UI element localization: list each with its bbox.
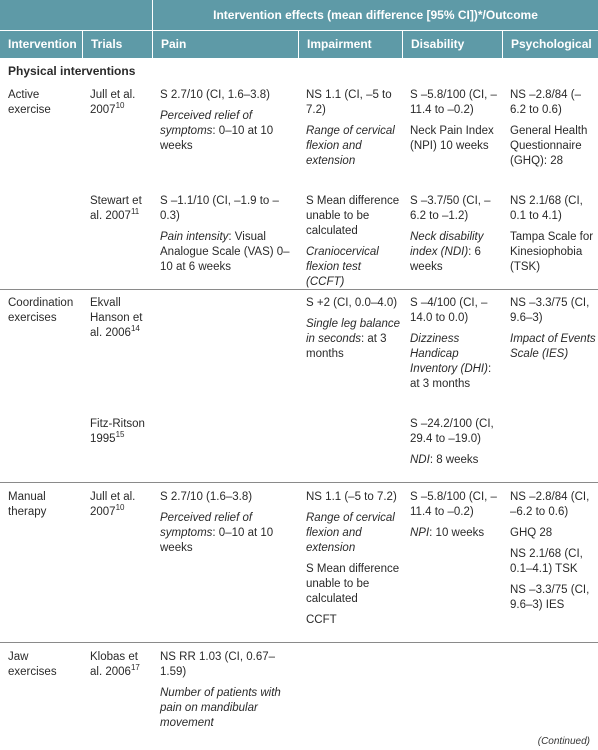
trial-cell: Ekvall Hanson et al. 2006$^{14}$ [90, 297, 143, 339]
row-separator [0, 482, 598, 483]
row-separator [0, 289, 598, 290]
trial-cell: Klobas et al. 2006$^{17}$ [90, 651, 140, 678]
trial-cell: Jull et al. 2007$^{10}$ [90, 491, 136, 518]
disability-cell: S –4/100 (CI, –14.0 to 0.0) Dizziness Handicap Inventory (DHI): at 3 months [410, 297, 492, 390]
impairment-cell: S +2 (CI, 0.0–4.0) Single leg balance in seconds: at 3 months [306, 297, 400, 360]
disability-cell: S –3.7/50 (CI, –6.2 to –1.2) Neck disability index (NDI): 6 weeks [410, 195, 491, 273]
column-header-psychological: Psychological [502, 31, 598, 58]
trial-cell: Fitz-Ritson 1995$^{15}$ [90, 418, 145, 445]
group-title: Intervention effects (mean difference [95% CI])*/Outcome [152, 0, 598, 30]
psychological-cell: NS –2.8/84 (CI, –6.2 to 0.6) GHQ 28 NS 2.1/68 (CI, 0.1–4.1) TSK NS –3.3/75 (CI, 9.6–3) IES [510, 491, 590, 611]
column-header-intervention: Intervention [8, 37, 77, 51]
psychological-cell: NS 2.1/68 (CI, 0.1 to 4.1) Tampa Scale for Kinesiophobia (TSK) [510, 195, 594, 273]
psychological-cell: NS –2.8/84 (–6.2 to 0.6) General Health Questionnaire (GHQ): 28 [510, 89, 588, 167]
disability-cell: S –5.8/100 (CI, –11.4 to –0.2) NPI: 10 weeks [410, 491, 497, 539]
intervention-cell: Active exercise [8, 89, 51, 116]
table-header-group [0, 0, 598, 30]
column-header-trials: Trials [82, 31, 152, 58]
table-header-row [0, 31, 598, 58]
impairment-cell: S Mean difference unable to be calculated Craniocervical flexion test (CCFT) [306, 195, 400, 288]
pain-cell: S 2.7/10 (1.6–3.8) Perceived relief of symptoms: 0–10 at 10 weeks [160, 491, 274, 554]
column-header-impairment: Impairment [298, 31, 402, 58]
intervention-cell: Coordination exercises [8, 297, 74, 324]
impairment-cell: NS 1.1 (CI, –5 to 7.2) Range of cervical flexion and extension [306, 89, 395, 167]
continued-note: (Continued) [537, 736, 590, 747]
trial-cell: Stewart et al. 2007$^{11}$ [90, 195, 142, 222]
pain-cell: S 2.7/10 (CI, 1.6–3.8) Perceived relief of symptoms: 0–10 at 10 weeks [160, 89, 274, 152]
psychological-cell: NS –3.3/75 (CI, 9.6–3) Impact of Events Scale (IES) [510, 297, 596, 360]
disability-cell: S –24.2/100 (CI, 29.4 to –19.0) NDI: 8 weeks [410, 418, 494, 466]
impairment-cell: NS 1.1 (–5 to 7.2) Range of cervical flexion and extension S Mean difference unable to be calculated CCFT [306, 491, 400, 626]
intervention-cell: Manual therapy [8, 491, 47, 518]
section-heading: Physical interventions [8, 64, 136, 78]
row-separator [0, 642, 598, 643]
disability-cell: S –5.8/100 (CI, –11.4 to –0.2) Neck Pain Index (NPI) 10 weeks [410, 89, 497, 152]
pain-cell: NS RR 1.03 (CI, 0.67–1.59) Number of patients with pain on mandibular movement [160, 651, 281, 729]
pain-cell: S –1.1/10 (CI, –1.9 to –0.3) Pain intensity: Visual Analogue Scale (VAS) 0–10 at 6 weeks [160, 195, 290, 273]
column-header-pain: Pain [152, 31, 298, 58]
column-header-disability: Disability [402, 31, 502, 58]
trial-cell: Jull et al. 2007$^{10}$ [90, 89, 136, 116]
intervention-cell: Jaw exercises [8, 651, 57, 678]
